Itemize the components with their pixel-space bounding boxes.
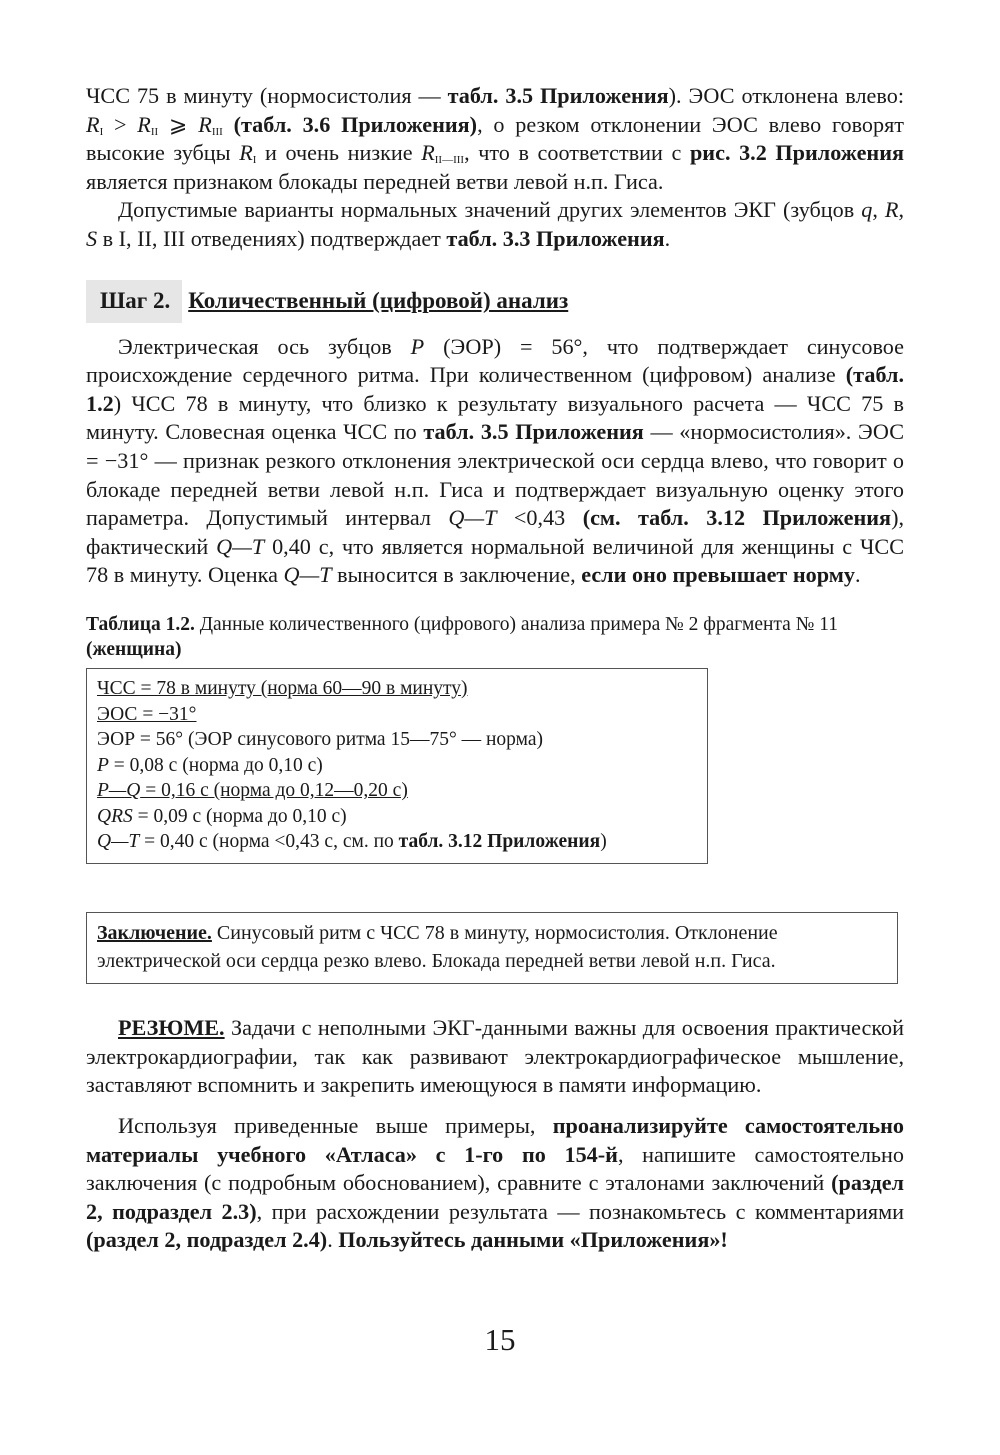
text: ), фактический xyxy=(86,505,904,559)
page-number: 15 xyxy=(484,1322,516,1357)
text: — «нормосистолия». ЭОС = −31° — признак резкого отклонения электрической оси сердца влево, что говорит о блокаде передней ветви левой н.п. Гиса и подтверждает визуальную оценку этого параметра. Допустимый интервал xyxy=(86,419,904,531)
text: ). ЭОС отклонена влево: xyxy=(668,83,904,108)
ref-table-3-5: табл. 3.5 Приложения xyxy=(447,83,669,108)
wave-r: R xyxy=(239,140,253,166)
resume-label: РЕЗЮМЕ. xyxy=(118,1015,225,1041)
step-label: Шаг 2. xyxy=(86,280,182,323)
text: (ЭОР) = 56°, что подтверждает синусовое происхождение сердечного ритма. При количественном (цифровом) анализе xyxy=(86,333,904,388)
paragraph-normal-values xyxy=(86,196,904,253)
interval-pq: P—Q xyxy=(97,780,141,802)
text: ЧСС 75 в минуту (нормосистолия — xyxy=(86,83,448,108)
table-row: ЧСС = 78 в минуту (норма 60—90 в минуту) xyxy=(97,677,468,699)
lead-sub: I xyxy=(99,125,104,138)
step-heading xyxy=(86,280,904,323)
table-row xyxy=(97,804,697,830)
conclusion-text: Синусовый ритм с ЧСС 78 в минуту, нормосистолия. Отклонение электрической оси сердца резко влево. Блокада передней ветви левой н.п. Гиса. xyxy=(97,922,778,972)
text: 0,40 с, что является нормальной величиной для женщины с ЧСС 78 в минуту. Оценка xyxy=(86,533,904,588)
interval-qt: Q—T xyxy=(448,505,497,531)
analysis-table xyxy=(86,668,708,864)
emphasis: Пользуйтесь данными «Приложения»! xyxy=(338,1227,728,1253)
lead-sub: II—III xyxy=(434,154,465,167)
text: и очень низкие xyxy=(256,140,422,166)
emphasis: если оно превышает норму xyxy=(581,562,855,588)
ref-table-1-2: (табл. 1.2 xyxy=(86,362,904,416)
wave-s: S xyxy=(86,225,98,251)
text: = 0,09 с (норма до 0,10 с) xyxy=(132,805,347,827)
text: , xyxy=(872,197,885,223)
ref-table-3-5: табл. 3.5 Приложения xyxy=(423,419,644,445)
lead-sub: I xyxy=(252,154,257,167)
conclusion-label: Заключение. xyxy=(97,922,212,945)
paragraph-resume xyxy=(86,1014,904,1100)
text: , xyxy=(898,197,904,223)
wave-r: R xyxy=(421,140,435,166)
interval-qt: Q—T xyxy=(283,562,332,588)
interval-qt: Q—T xyxy=(216,533,265,559)
wave-r: R xyxy=(86,111,100,137)
page-content xyxy=(86,82,904,1255)
text: <0,43 xyxy=(496,505,583,531)
text: Используя приведенные выше примеры, xyxy=(118,1113,553,1139)
conclusion-box xyxy=(86,912,898,984)
wave-r: R xyxy=(198,111,212,137)
text: , что в соответствии с xyxy=(464,140,690,166)
step-title: Количественный (цифровой) анализ xyxy=(188,288,569,314)
text: ) ЧСС 78 в минуту, что близко к результату визуального расчета — ЧСС 75 в минуту. Словесная оценка ЧСС по xyxy=(86,390,904,445)
table-row xyxy=(97,753,697,779)
paragraph-instructions xyxy=(86,1112,904,1255)
table-row: ЭОР = 56° (ЭОР синусового ритма 15—75° — норма) xyxy=(97,729,543,751)
caption-emphasis: (женщина) xyxy=(86,638,182,660)
table-row xyxy=(97,829,697,855)
wave-r: R xyxy=(884,197,899,223)
paragraph-quantitative-analysis xyxy=(86,333,904,590)
text: ⩾ xyxy=(158,111,199,137)
table-row xyxy=(97,778,697,804)
text: . xyxy=(664,225,671,251)
resume-text: Задачи с неполными ЭКГ-данными важны для освоения практической электрокардиографии, так как развивают электрокардиографическое мышление, заставляют вспомнить и закрепить имеющуюся в памяти информацию. xyxy=(86,1015,904,1098)
text: является признаком блокады передней ветви левой н.п. Гиса. xyxy=(86,168,664,194)
ref-table-3-12: табл. 3.12 Приложения xyxy=(398,831,601,853)
text: в I, II, III отведениях) подтверждает xyxy=(97,225,447,251)
emphasis: проанализируйте самостоятельно материалы учебного «Атласа» с 1-го по 154-й xyxy=(86,1113,904,1167)
text: = 0,08 с (норма до 0,10 с) xyxy=(108,754,323,776)
ref-figure-3-2: рис. 3.2 Приложения xyxy=(689,140,904,166)
lead-sub: III xyxy=(211,125,223,138)
wave-p: P xyxy=(97,754,109,776)
text: , напишите самостоятельно заключения (с подробным обоснованием), сравните с эталонами заключений xyxy=(86,1141,904,1196)
text: . xyxy=(327,1227,339,1253)
table-row: ЭОС = −31° xyxy=(97,703,197,725)
interval-qt: Q—T xyxy=(97,831,140,853)
ref-table-3-6: (табл. 3.6 Приложения) xyxy=(222,111,478,137)
lead-sub: II xyxy=(150,125,159,138)
complex-qrs: QRS xyxy=(97,805,133,827)
text: , при расхождении результата — познакомьтесь с комментариями xyxy=(256,1198,904,1224)
text: ) xyxy=(600,831,607,853)
wave-p: P xyxy=(410,333,425,359)
text: . xyxy=(854,562,861,588)
text: Электрическая ось зубцов xyxy=(118,333,411,359)
text: > xyxy=(103,111,138,137)
caption-text: Данные количественного (цифрового) анализа примера № 2 фрагмента № 11 xyxy=(194,613,838,635)
paragraph-heart-rate xyxy=(86,82,904,196)
ref-section-2-3: (раздел 2, подраздел 2.3) xyxy=(86,1170,904,1224)
wave-r: R xyxy=(137,111,151,137)
ref-section-2-4: (раздел 2, подраздел 2.4) xyxy=(86,1227,328,1253)
wave-q: q xyxy=(861,197,873,223)
text: выносится в заключение, xyxy=(331,562,582,588)
text: = 0,16 с (норма до 0,12—0,20 с) xyxy=(140,780,408,802)
table-caption xyxy=(86,612,904,662)
ref-table-3-3: табл. 3.3 Приложения xyxy=(446,225,665,251)
text: = 0,40 с (норма <0,43 с, см. по xyxy=(139,831,399,853)
text: , о резком отклонении ЭОС влево говорят высокие зубцы xyxy=(86,111,905,166)
ref-table-3-12: (см. табл. 3.12 Приложения xyxy=(582,505,892,531)
caption-label: Таблица 1.2. xyxy=(86,613,195,635)
text: Допустимые варианты нормальных значений других элементов ЭКГ (зубцов xyxy=(118,197,862,223)
